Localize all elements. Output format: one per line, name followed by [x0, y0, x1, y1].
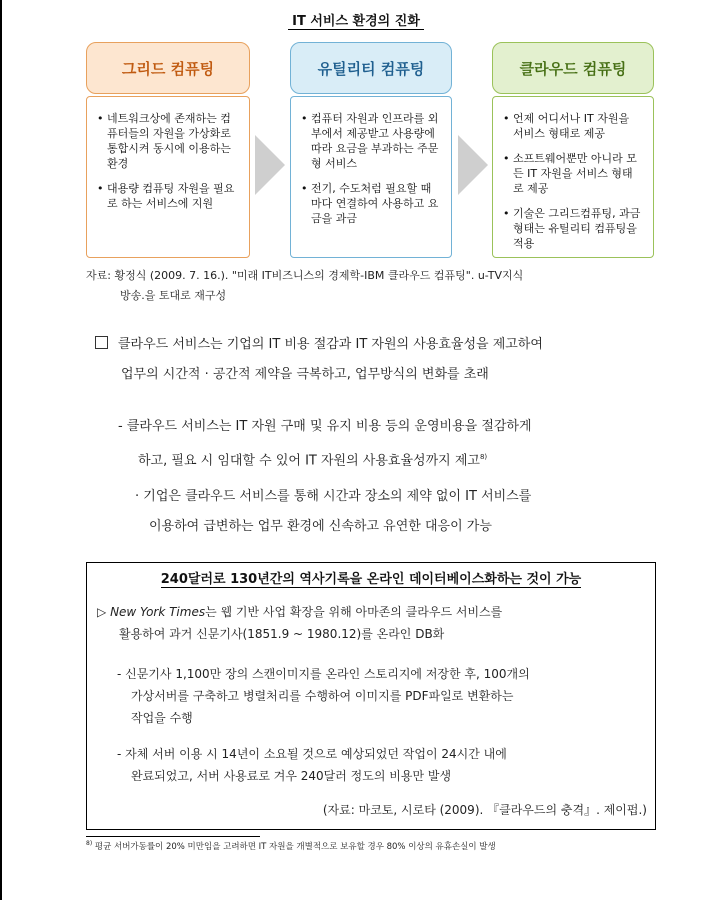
case-item-1: ▷ New York Times는 웹 기반 사업 확장을 위해 아마존의 클라우드 서비스를 활용하여 과거 신문기사(1851.9 ~ 1980.12)를 온라인 DB화 — [97, 605, 503, 641]
case-study-box — [86, 562, 656, 830]
list-item: • 전기, 수도처럼 필요할 때마다 연결하여 사용하고 요금을 과금 — [301, 182, 439, 225]
figure-title: IT 서비스 환경의 진화 — [0, 10, 712, 29]
arrow-right-icon — [255, 135, 285, 195]
body-paragraph-3: · 기업은 클라우드 서비스를 통해 시간과 장소의 제약 없이 IT 서비스를 이용하여 급변하는 업무 환경에 신속하고 유연한 대응이 가능 — [135, 489, 532, 534]
grid-computing-heading: 그리드 컴퓨팅 — [86, 42, 250, 94]
case-item-3: - 자체 서버 이용 시 14년이 소요될 것으로 예상되었던 작업이 24시간 내에 완료되었고, 서버 사용료로 겨우 240달러 정도의 비용만 발생 — [117, 747, 507, 783]
cloud-computing-heading: 클라우드 컴퓨팅 — [492, 42, 654, 94]
case-study-title: 240달러로 130년간의 역사기록을 온라인 데이터베이스화하는 것이 가능 — [160, 572, 582, 587]
cloud-computing-box — [492, 96, 654, 258]
list-item: • 컴퓨터 자원과 인프라를 외부에서 제공받고 사용량에 따라 요금을 부과하는 주문형 서비스 — [301, 112, 439, 170]
list-item: • 네트워크상에 존재하는 컴퓨터들의 자원을 가상화로 통합시켜 동시에 이용하는 환경 — [97, 112, 231, 170]
body-paragraph-2: - 클라우드 서비스는 IT 자원 구매 및 유지 비용 등의 운영비용을 절감하게 하고, 필요 시 임대할 수 있어 IT 자원의 사용효율성까지 제고$^{8)}$ — [118, 419, 532, 469]
list-item: • 소프트웨어뿐만 아니라 모든 IT 자원을 서비스 형태로 제공 — [503, 152, 637, 195]
footnote: $^{8)}$ 평균 서버가동률이 20% 미만임을 고려하면 IT 자원을 개별적으로 보유할 경우 80% 이상의 유휴손실이 발생 — [86, 840, 496, 852]
checkbox-square-icon — [95, 336, 108, 349]
case-item-2: - 신문기사 1,100만 장의 스캔이미지를 온라인 스토리지에 저장한 후, 100개의 가상서버를 구축하고 병렬처리를 수행하여 이미지를 PDF파일로 변환하는 작업을 수행 — [117, 667, 530, 725]
utility-computing-heading: 유틸리티 컴퓨팅 — [290, 42, 452, 94]
grid-computing-box — [86, 96, 250, 258]
list-item: • 언제 어디서나 IT 자원을 서비스 형태로 제공 — [503, 112, 630, 140]
body-paragraph-1: 클라우드 서비스는 기업의 IT 비용 절감과 IT 자원의 사용효율성을 제고하여 업무의 시간적 · 공간적 제약을 극복하고, 업무방식의 변화를 초래 — [95, 330, 665, 390]
arrow-right-icon — [458, 135, 488, 195]
list-item: • 기술은 그리드컴퓨팅, 과금형태는 유틸리티 컴퓨팅을 적용 — [503, 207, 641, 250]
footnote-ref: 8) — [479, 453, 488, 461]
case-source: (자료: 마코토, 시로타 (2009). 『클라우드의 충격』. 제이펍.) — [322, 803, 647, 817]
figure-source: 자료: 황정식 (2009. 7. 16.). "미래 IT비즈니스의 경제학-IBM 클라우드 컴퓨팅". u-TV지식 방송.을 토대로 재구성 — [86, 269, 524, 302]
footnote-divider — [86, 836, 260, 837]
page-left-border — [0, 0, 2, 900]
utility-computing-box — [290, 96, 452, 258]
list-item: • 대용량 컴퓨팅 자원을 필요로 하는 서비스에 지원 — [97, 182, 235, 210]
